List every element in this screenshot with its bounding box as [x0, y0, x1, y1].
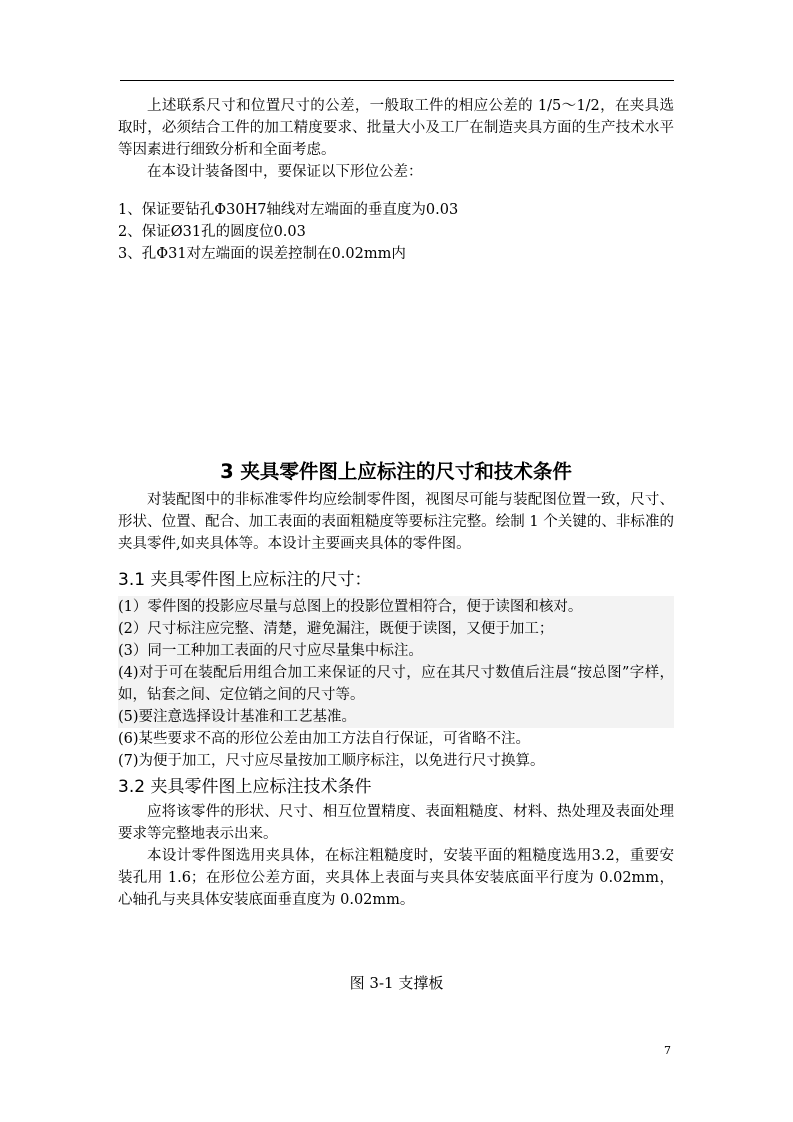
section-3-1-list	[118, 596, 674, 772]
tolerance-item-3: 3、孔Φ31对左端面的误差控制在0.02mm内	[118, 246, 406, 262]
figure-caption: 图 3-1 支撑板	[349, 974, 444, 992]
section-3-paragraph: 对装配图中的非标准零件均应绘制零件图，视图尽可能与装配图位置一致，尺寸、形状、位置、配合、加工表面的表面粗糙度等要标注完整。绘制 1 个关键的、非标准的夹具零件,如夹具体等。本设计主要画夹具体的零件图。	[118, 492, 674, 552]
intro-block	[118, 95, 674, 183]
dimension-rule-2: (2）尺寸标注应完整、清楚，避免漏注，既便于读图，又便于加工；	[118, 618, 674, 640]
section-3-1-heading: 3.1 夹具零件图上应标注的尺寸：	[118, 570, 372, 590]
dimension-rule-3: (3）同一工种加工表面的尺寸应尽量集中标注。	[118, 640, 674, 662]
header-rule	[120, 80, 674, 81]
intro-paragraph-1: 上述联系尺寸和位置尺寸的公差，一般取工件的相应公差的 1/5～1/2，在夹具选取时，必须结合工件的加工精度要求、批量大小及工厂在制造夹具方面的生产技术水平等因素进行细致分析和全面考虑。	[118, 98, 674, 158]
dimension-rule-1: (1）零件图的投影应尽量与总图上的投影位置相符合，便于读图和核对。	[118, 596, 674, 618]
dimension-rule-6: (6)某些要求不高的形位公差由加工方法自行保证，可省略不注。	[118, 731, 531, 747]
tolerance-list	[118, 199, 674, 265]
dimension-rule-4: (4)对于可在装配后用组合加工来保证的尺寸，应在其尺寸数值后注晨“按总图”字样，如，钻套之间、定位销之间的尺寸等。	[118, 662, 674, 706]
dimension-rule-7: (7)为便于加工，尺寸应尽量按加工顺序标注，以免进行尺寸换算。	[118, 753, 545, 769]
section-3-2-heading: 3.2 夹具零件图上应标注技术条件	[118, 777, 372, 797]
intro-paragraph-2: 在本设计装备图中，要保证以下形位公差：	[147, 164, 423, 180]
dimension-rule-5: (5)要注意选择设计基准和工艺基准。	[118, 706, 674, 728]
page-number: 7	[664, 1044, 671, 1057]
section-3-2-body	[118, 801, 674, 911]
section-3-body	[118, 489, 674, 555]
section-3-2-paragraph-1: 应将该零件的形状、尺寸、相互位置精度、表面粗糙度、材料、热处理及表面处理要求等完整地表示出来。	[118, 804, 674, 842]
section-3-heading: 3 夹具零件图上应标注的尺寸和技术条件	[220, 460, 572, 483]
tolerance-item-1: 1、保证要钻孔Φ30H7轴线对左端面的垂直度为0.03	[118, 202, 459, 218]
tolerance-item-2: 2、保证Ø31孔的圆度位0.03	[118, 224, 306, 240]
section-3-2-paragraph-2: 本设计零件图选用夹具体，在标注粗糙度时，安装平面的粗糙度选用3.2，重要安装孔用 1.6；在形位公差方面，夹具体上表面与夹具体安装底面平行度为 0.02mm，心轴孔与夹具体安装底面垂直度为 0.02mm。	[118, 848, 674, 908]
